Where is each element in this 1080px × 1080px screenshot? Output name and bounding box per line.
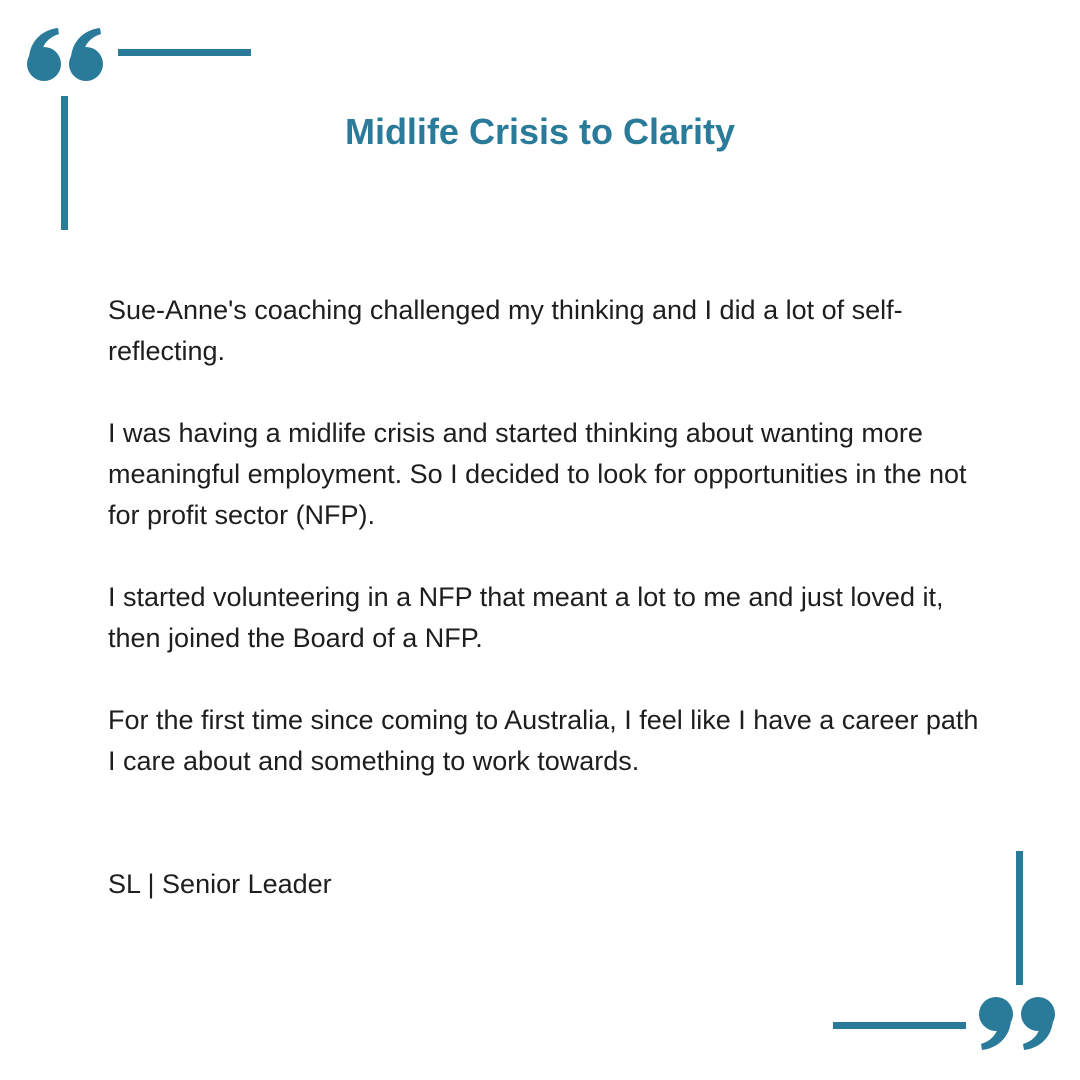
testimonial-title: Midlife Crisis to Clarity xyxy=(344,111,736,152)
testimonial-attribution: SL | Senior Leader xyxy=(108,869,332,899)
testimonial-paragraph: Sue-Anne's coaching challenged my thinking and I did a lot of self-reflecting. xyxy=(108,295,903,366)
testimonial-paragraph: I was having a midlife crisis and started thinking about wanting more meaningful employment. So I decided to look for opportunities in the not for profit sector (NFP). xyxy=(108,418,967,530)
testimonial-paragraph: For the first time since coming to Australia, I feel like I have a career path I care about and something to work towards. xyxy=(108,705,979,776)
close-quote-icon xyxy=(978,996,1056,1052)
right-divider-line xyxy=(1016,851,1023,985)
testimonial-body xyxy=(108,290,988,823)
testimonial-paragraph: I started volunteering in a NFP that meant a lot to me and just loved it, then joined the Board of a NFP. xyxy=(108,582,944,653)
bottom-divider-line xyxy=(833,1022,966,1029)
top-divider-line xyxy=(118,49,251,56)
open-quote-icon xyxy=(26,26,104,82)
